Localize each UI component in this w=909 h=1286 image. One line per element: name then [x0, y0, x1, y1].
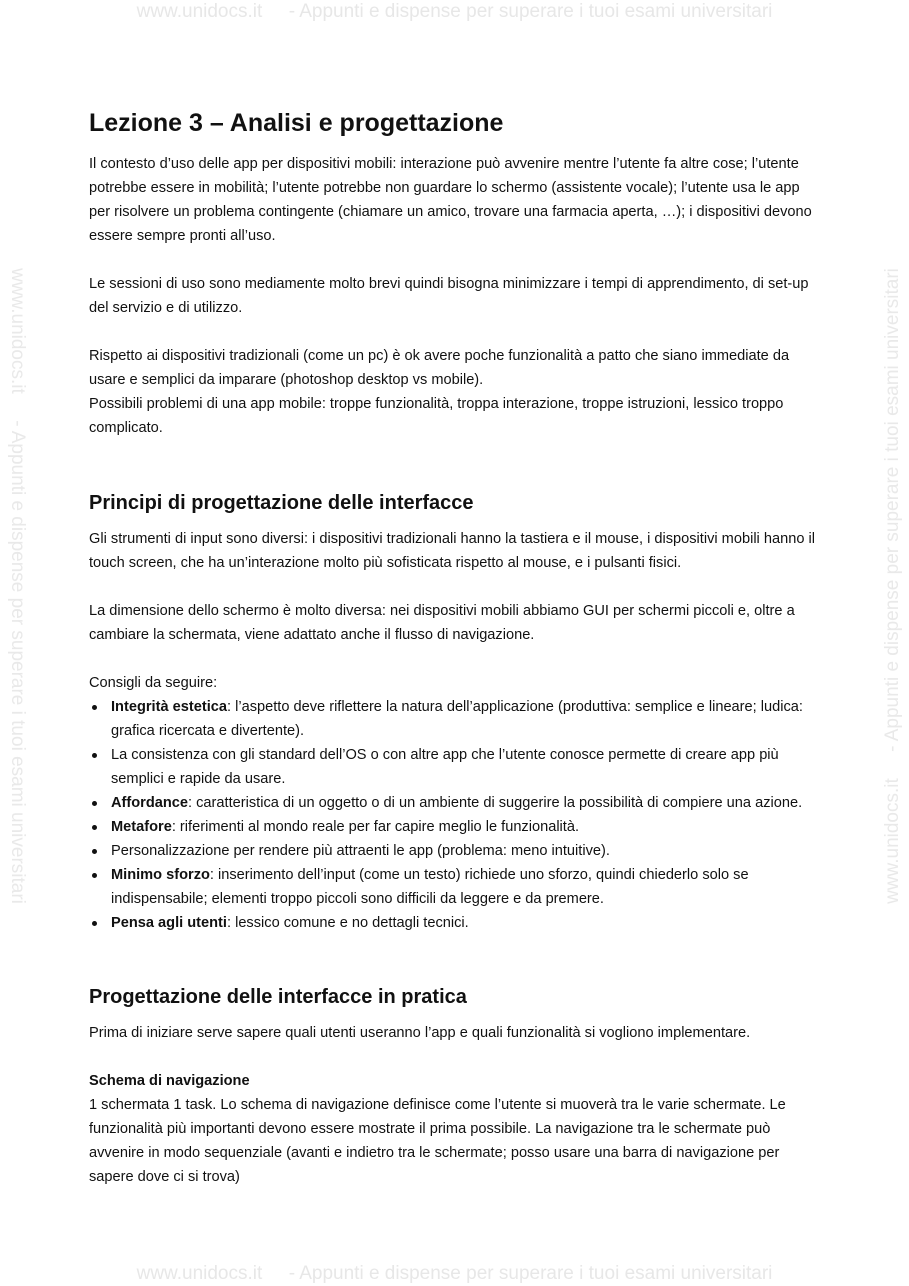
bullet-icon [92, 825, 97, 830]
tip-term: Minimo sforzo [111, 867, 210, 883]
section-heading-pratica: Progettazione delle interfacce in pratica [89, 986, 467, 1008]
bullet-icon [92, 873, 97, 878]
tip-text: Personalizzazione per rendere più attraenti le app (problema: meno intuitive). [111, 843, 610, 859]
document-body [89, 106, 821, 1189]
bullet-icon [92, 921, 97, 926]
tip-text: : riferimenti al mondo reale per far capire meglio le funzionalità. [171, 819, 580, 835]
tip-term: Metafore [111, 819, 172, 835]
intro-paragraph: Il contesto d’uso delle app per dispositivi mobili: interazione può avvenire mentre l’utente fa altre cose; l’utente potrebbe essere in mobilità; l’utente potrebbe non guardare lo schermo (assistente vocale); l’utente usa le app per risolvere un problema contingente (chiamare un amico, trovare una farmacia aperta, …); i dispositivi devono essere sempre pronti all’uso. [89, 156, 812, 244]
watermark-tagline: - Appunti e dispense per superare i tuoi esami universitari [882, 268, 903, 752]
watermark-right [882, 266, 904, 906]
tip-text: La consistenza con gli standard dell’OS o con altre app che l’utente conosce permette di creare app più semplici e rapide da usare. [111, 747, 779, 787]
watermark-site: www.unidocs.it [136, 1263, 263, 1284]
intro-paragraph: Le sessioni di uso sono mediamente molto brevi quindi bisogna minimizzare i tempi di apprendimento, di set-up del servizio e di utilizzo. [89, 276, 809, 316]
watermark-tagline: - Appunti e dispense per superare i tuoi esami universitari [288, 1263, 773, 1284]
tips-list [89, 695, 821, 935]
tip-text: : lessico comune e no dettagli tecnici. [226, 915, 469, 931]
list-item [89, 815, 821, 839]
bullet-icon [92, 705, 97, 710]
tip-text: : inserimento dell’input (come un testo) richiede uno sforzo, quindi chiederlo solo se indispensabile; elementi troppo piccoli sono difficili da leggere e da premere. [111, 867, 749, 907]
tips-intro: Consigli da seguire: [89, 675, 218, 691]
list-item [89, 839, 821, 863]
watermark-site: www.unidocs.it [882, 778, 903, 904]
tip-term: Pensa agli utenti [111, 915, 227, 931]
tip-term: Affordance [111, 795, 189, 811]
list-item [89, 743, 821, 791]
tip-text: : caratteristica di un oggetto o di un ambiente di suggerire la possibilità di compiere una azione. [188, 795, 803, 811]
section-paragraph: La dimensione dello schermo è molto diversa: nei dispositivi mobili abbiamo GUI per schermi piccoli e, oltre a cambiare la schermata, viene adattato anche il flusso di navigazione. [89, 603, 795, 643]
section-heading-principi: Principi di progettazione delle interfacce [89, 492, 474, 514]
watermark-top [0, 1, 909, 23]
section-paragraph: Prima di iniziare serve sapere quali utenti useranno l’app e quali funzionalità si vogliono implementare. [89, 1025, 751, 1041]
tip-term: Integrità estetica [111, 699, 227, 715]
list-item [89, 695, 821, 743]
watermark-tagline: - Appunti e dispense per superare i tuoi esami universitari [288, 1, 773, 22]
section-paragraph: 1 schermata 1 task. Lo schema di navigazione definisce come l’utente si muoverà tra le varie schermate. Le funzionalità più importanti devono essere mostrate il prima possibile. La navigazione tra le schermate può avvenire in modo sequenziale (avanti e indietro tra le schermate; posso usare una barra di navigazione per sapere dove ci si trova) [89, 1097, 786, 1185]
list-item [89, 911, 821, 935]
list-item [89, 791, 821, 815]
intro-paragraph: Rispetto ai dispositivi tradizionali (come un pc) è ok avere poche funzionalità a patto che siano immediate da usare e semplici da imparare (photoshop desktop vs mobile). [89, 348, 790, 388]
bullet-icon [92, 849, 97, 854]
tip-text: : l’aspetto deve riflettere la natura dell’applicazione (produttiva: semplice e lineare; ludica: grafica ricercata e divertente). [111, 699, 803, 739]
watermark-site: www.unidocs.it [7, 268, 28, 394]
watermark-tagline: - Appunti e dispense per superare i tuoi esami universitari [7, 420, 28, 904]
page-title: Lezione 3 – Analisi e progettazione [89, 109, 504, 137]
bullet-icon [92, 801, 97, 806]
watermark-site: www.unidocs.it [136, 1, 263, 22]
section-paragraph: Gli strumenti di input sono diversi: i dispositivi tradizionali hanno la tastiera e il mouse, i dispositivi mobili hanno il touch screen, che ha un’interazione molto più sofisticata rispetto al mouse, e i pulsanti fisici. [89, 531, 815, 571]
intro-paragraph: Possibili problemi di una app mobile: troppe funzionalità, troppa interazione, troppe istruzioni, lessico troppo complicato. [89, 396, 784, 436]
subheading-schema: Schema di navigazione [89, 1073, 250, 1089]
list-item [89, 863, 821, 911]
watermark-bottom [0, 1263, 909, 1285]
bullet-icon [92, 753, 97, 758]
watermark-left [6, 266, 28, 906]
